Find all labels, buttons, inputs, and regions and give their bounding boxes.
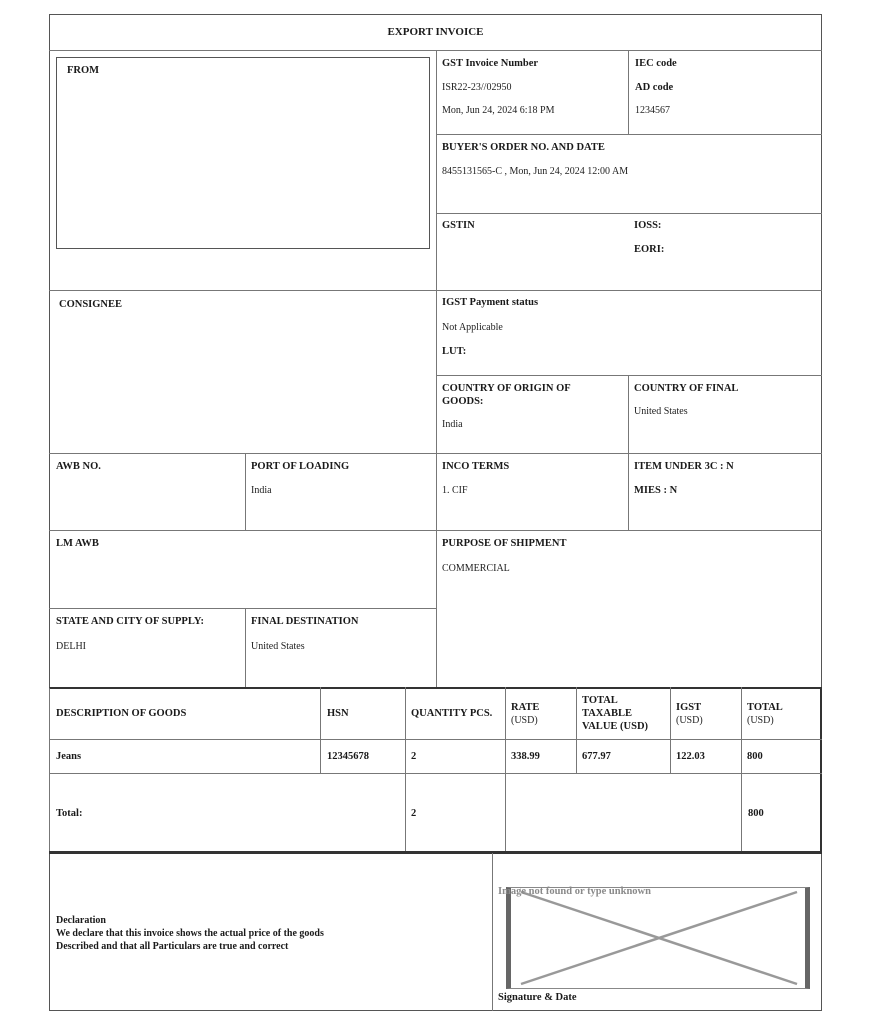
country-origin-label: COUNTRY OF ORIGIN OF (442, 383, 571, 394)
header-taxable-1: TOTAL (582, 695, 618, 706)
divider (49, 739, 822, 740)
awb-label: AWB NO. (56, 461, 101, 472)
divider (49, 608, 436, 609)
country-final-value: United States (634, 406, 688, 417)
divider (405, 687, 406, 852)
ad-code-value: 1234567 (635, 105, 670, 116)
gstin-label: GSTIN (442, 220, 475, 231)
divider (628, 375, 629, 530)
declaration-title: Declaration (56, 915, 106, 926)
row-quantity: 2 (411, 751, 417, 762)
country-origin-label-2: GOODS: (442, 396, 484, 407)
buyers-order-value: 8455131565-C , Mon, Jun 24, 2024 12:00 AM (442, 166, 629, 177)
header-igst: IGST (676, 702, 702, 713)
invoice-title: EXPORT INVOICE (387, 26, 484, 38)
row-igst: 122.03 (676, 751, 705, 762)
row-hsn: 12345678 (327, 751, 369, 762)
final-destination-value: United States (251, 641, 305, 652)
lut-label: LUT: (442, 346, 467, 357)
divider (245, 608, 246, 687)
state-city-label: STATE AND CITY OF SUPPLY: (56, 616, 205, 627)
row-taxable: 677.97 (582, 751, 611, 762)
divider (49, 773, 822, 774)
header-igst-unit: (USD) (676, 715, 703, 726)
gst-invoice-number: ISR22-23//02950 (442, 82, 512, 93)
totals-label: Total: (56, 808, 83, 819)
eori-label: EORI: (634, 244, 665, 255)
header-taxable-3: VALUE (USD) (582, 721, 649, 732)
purpose-label: PURPOSE OF SHIPMENT (442, 538, 567, 549)
ioss-label: IOSS: (634, 220, 662, 231)
from-label: FROM (67, 65, 100, 76)
header-total-unit: (USD) (747, 715, 774, 726)
header-taxable-2: TAXABLE (582, 708, 632, 719)
header-rate: RATE (511, 702, 540, 713)
ad-code-label: AD code (635, 82, 674, 93)
divider (436, 375, 822, 376)
totals-total: 800 (748, 808, 764, 819)
header-total: TOTAL (747, 702, 783, 713)
broken-image-text: Image not found or type unknown (498, 886, 651, 897)
divider (436, 50, 437, 687)
mies-label: MIES : N (634, 485, 678, 496)
row-description: Jeans (56, 751, 82, 762)
divider (492, 853, 493, 1011)
final-destination-label: FINAL DESTINATION (251, 616, 359, 627)
igst-status-label: IGST Payment status (442, 297, 539, 308)
inco-terms-label: INCO TERMS (442, 461, 510, 472)
header-hsn: HSN (327, 708, 349, 719)
lm-awb-label: LM AWB (56, 538, 99, 549)
header-description: DESCRIPTION OF GOODS (56, 708, 187, 719)
signature-image-broken-icon (506, 887, 810, 989)
from-box (56, 57, 430, 249)
divider (576, 687, 577, 773)
divider (320, 687, 321, 773)
buyers-order-label: BUYER'S ORDER NO. AND DATE (442, 142, 605, 153)
signature-date-label: Signature & Date (498, 992, 577, 1003)
divider (741, 687, 742, 852)
country-origin-value: India (442, 419, 463, 430)
divider (670, 687, 671, 773)
divider (505, 687, 506, 852)
divider (245, 453, 246, 530)
divider (49, 851, 822, 854)
declaration-line-2: Described and that all Particulars are true and correct (56, 941, 289, 952)
declaration (56, 914, 324, 953)
broken-image-cross-icon (511, 888, 805, 988)
divider (628, 50, 629, 134)
item-3c-label: ITEM UNDER 3C : N (634, 461, 734, 472)
port-loading-label: PORT OF LOADING (251, 461, 350, 472)
state-city-value: DELHI (56, 641, 86, 652)
totals-quantity: 2 (411, 808, 417, 819)
header-rate-unit: (USD) (511, 715, 538, 726)
header-quantity: QUANTITY PCS. (411, 708, 493, 719)
iec-code-label: IEC code (635, 58, 677, 69)
divider (436, 134, 822, 135)
row-total: 800 (747, 751, 763, 762)
declaration-line-1: We declare that this invoice shows the actual price of the goods (56, 928, 324, 939)
divider (436, 213, 822, 214)
country-final-label: COUNTRY OF FINAL (634, 383, 739, 394)
inco-terms-value: 1. CIF (442, 485, 468, 496)
port-loading-value: India (251, 485, 272, 496)
igst-status-value: Not Applicable (442, 322, 503, 333)
consignee-label: CONSIGNEE (59, 299, 123, 310)
row-rate: 338.99 (511, 751, 540, 762)
purpose-value: COMMERCIAL (442, 563, 510, 574)
gst-invoice-date: Mon, Jun 24, 2024 6:18 PM (442, 105, 555, 116)
gst-invoice-label: GST Invoice Number (442, 58, 539, 69)
